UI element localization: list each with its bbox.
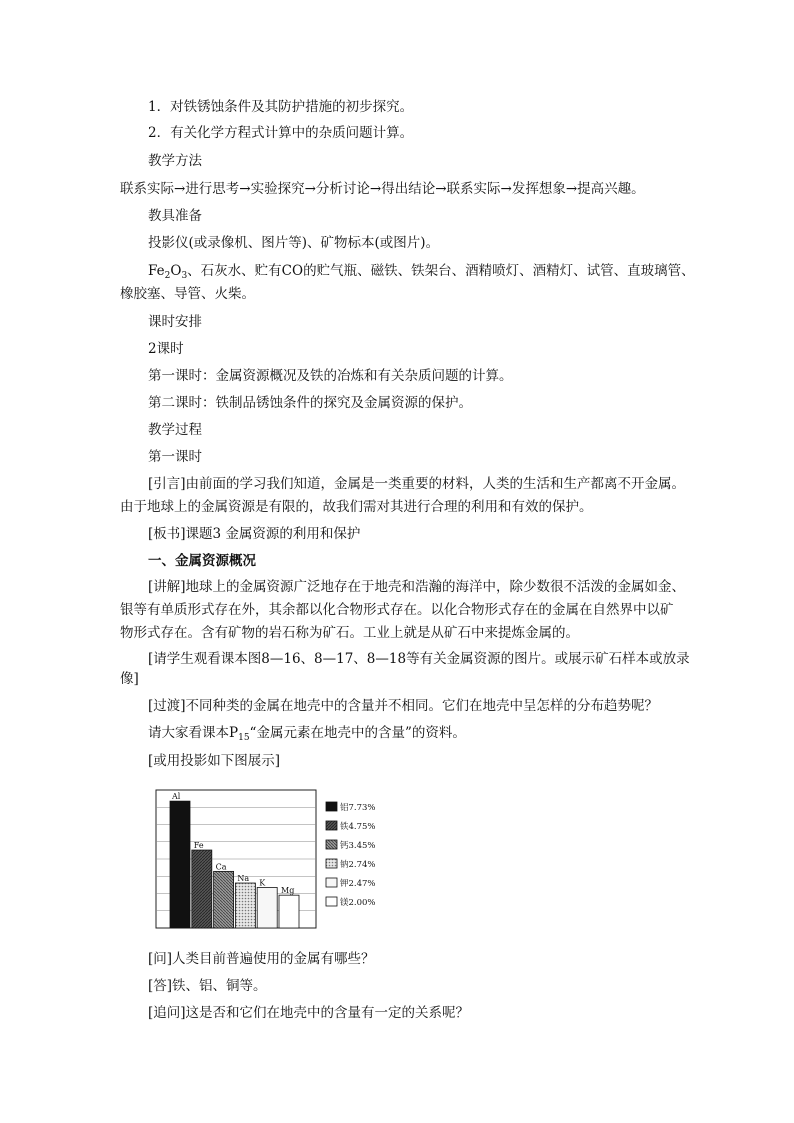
legend-swatch [326,878,337,887]
question-1: [问]人类目前普遍使用的金属有哪些？ [148,951,375,967]
legend-swatch [326,897,337,906]
first-lesson-heading: 第一课时 [148,449,202,465]
tools-line-2: $Fe_2O_3$、石灰水、贮有CO的贮气瓶、磁铁、铁架台、酒精喷灯、酒精灯、试管、直玻璃管、 [148,263,695,281]
bar-mg [279,895,299,928]
intro-line-1: [引言]由前面的学习我们知道，金属是一类重要的材料，人类的生活和生产都离不开金属。 [148,476,686,492]
legend-swatch [326,840,337,849]
legend-label: 钠2.74% [340,860,376,870]
heading-teaching-process: 教学过程 [148,422,202,438]
second-lesson-plan: 第二课时：铁制品锈蚀条件的探究及金属资源的保护。 [148,395,472,411]
answer-1: [答]铁、铝、铜等。 [148,978,267,994]
board-title: [板书]课题3 金属资源的利用和保护 [148,526,361,542]
class-hours: 2课时 [148,341,184,357]
bar-ca [214,871,234,928]
transition-text: [过渡]不同种类的金属在地壳中的含量并不相同。它们在地壳中呈怎样的分布趋势呢？ [148,698,659,714]
legend-label: 钾2.47% [340,879,376,889]
reading-instruction: 请大家看课本$P_{15}“$金属元素在地壳中的含量”的资料。 [148,725,466,743]
legend-swatch [326,802,337,811]
bar-al [170,801,190,928]
heading-teaching-method: 教学方法 [148,153,202,169]
bar-na [235,883,255,928]
metal-abundance-chart [154,786,414,931]
bar-label-na: Na [237,874,250,884]
legend-label: 镁2.00% [340,898,376,908]
objective-2: 2．有关化学方程式计算中的杂质问题计算。 [148,125,414,141]
teaching-method-text: 联系实际→进行思考→实验探究→分析讨论→得出结论→联系实际→发挥想象→提高兴趣。 [120,181,645,197]
legend-label: 铝7.73% [340,803,376,813]
legend-swatch [326,821,337,830]
explain-line-2: 银等有单质形式存在外，其余都以化合物形式存在。以化合物形式存在的金属在自然界中以矿 [120,602,674,618]
plot-area [156,790,316,928]
tools-line-3: 橡胶塞、导管、火柴。 [120,286,255,302]
objective-1: 1．对铁锈蚀条件及其防护措施的初步探究。 [148,99,414,115]
explain-line-1: [讲解]地球上的金属资源广泛地存在于地壳和浩瀚的海洋中，除少数很不活泼的金属如金、 [148,579,686,595]
bar-k [257,887,277,928]
intro-line-2: 由于地球上的金属资源是有限的，故我们需对其进行合理的利用和有效的保护。 [120,499,593,515]
heading-class-hours: 课时安排 [148,314,202,330]
look-line-2: 像] [120,671,139,687]
bar-label-k: K [259,878,266,888]
bar-fe [192,850,212,928]
legend-swatch [326,859,337,868]
explain-line-3: 物形式存在。含有矿物的岩石称为矿石。工业上就是从矿石中来提炼金属的。 [120,625,579,641]
heading-teaching-tools: 教具准备 [148,208,202,224]
section-heading-1: 一、金属资源概况 [148,553,256,569]
first-lesson-plan: 第一课时：金属资源概况及铁的冶炼和有关杂质问题的计算。 [148,368,513,384]
bar-label-mg: Mg [281,886,295,896]
look-line-1: [请学生观看课本图8—16、8—17、8—18等有关金属资源的图片。或展示矿石样本或放录 [148,651,690,667]
legend-label: 铁4.75% [340,822,376,832]
bar-label-al: Al [172,792,181,802]
projection-note: [或用投影如下图展示] [148,753,281,769]
chart-legend [326,802,376,908]
bar-label-ca: Ca [215,862,227,872]
follow-up-question: [追问]这是否和它们在地壳中的含量有一定的关系呢？ [148,1005,470,1021]
bar-label-fe: Fe [193,841,204,851]
tools-line-1: 投影仪(或录像机、图片等)、矿物标本(或图片)。 [148,235,440,251]
legend-label: 钙3.45% [340,841,376,851]
